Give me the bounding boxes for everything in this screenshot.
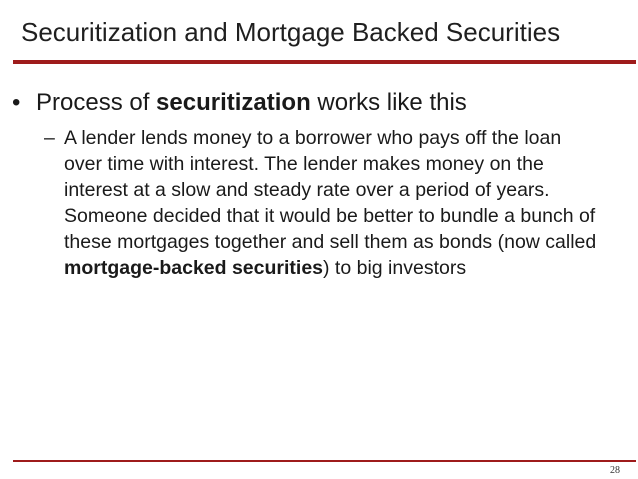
footer-divider xyxy=(13,460,636,462)
sub-bullet-text-b: ) to big investors xyxy=(323,257,467,279)
bullet-marker: • xyxy=(12,89,21,116)
bullet-item xyxy=(12,88,467,118)
bullet-text-bold: securitization xyxy=(156,89,311,116)
sub-bullet-text-bold: mortgage-backed securities xyxy=(64,257,324,279)
sub-bullet-body xyxy=(64,125,604,281)
slide-title: Securitization and Mortgage Backed Securities xyxy=(21,17,561,47)
title-divider xyxy=(13,60,636,64)
bullet-text-post: works like this xyxy=(310,89,467,116)
sub-bullet-item xyxy=(44,125,604,281)
sub-bullet-marker: – xyxy=(44,127,55,149)
bullet-text-pre: Process of xyxy=(36,89,157,116)
page-number: 28 xyxy=(610,465,620,476)
sub-bullet-text-a: A lender lends money to a borrower who pays off the loan over time with interest. The lender makes money on the interest at a slow and steady rate over a period of years. Someone decided that it would be better to bundle a bunch of these mortgages together and sell them as bonds (now called xyxy=(64,127,597,253)
